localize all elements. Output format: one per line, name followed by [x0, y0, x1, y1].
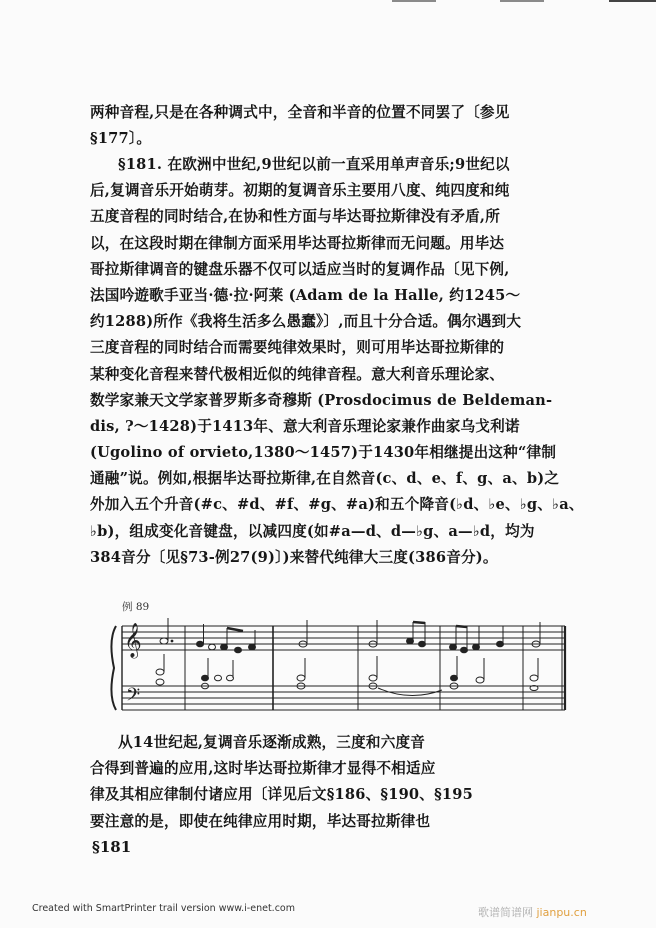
text-line: 五度音程的同时结合,在协和性方面与毕达哥拉斯律没有矛盾,所 — [90, 208, 500, 226]
music-score-example — [100, 610, 580, 725]
text-line: 外加入五个升音(#c、#d、#f、#g、#a)和五个降音(♭d、♭e、♭g、♭a、 — [90, 496, 584, 514]
watermark-smartprinter: Created with SmartPrinter trail version www.i-enet.com — [32, 903, 295, 914]
section-heading-line: §181. 在欧洲中世纪,9世纪以前一直采用单声音乐;9世纪以 — [118, 156, 510, 173]
paragraph-after-example — [90, 730, 502, 835]
scan-edge-mark — [500, 0, 544, 2]
running-footer-section: §181 — [92, 838, 132, 856]
text-line: 后,复调音乐开始萌芽。初期的复调音乐主要用八度、纯四度和纯 — [90, 182, 510, 200]
text-line: 三度音程的同时结合而需要纯律效果时，则可用毕达哥拉斯律的 — [90, 339, 505, 357]
text-line: 律及其相应律制付诸应用〔详见后文§186、§190、§195 — [90, 786, 473, 804]
example-label: 例 89 — [122, 601, 150, 613]
text-line: 哥拉斯律调音的键盘乐器不仅可以适应当时的复调作品〔见下例, — [90, 260, 510, 278]
text-line: 以，在这段时期在律制方面采用毕达哥拉斯律而无问题。用毕达 — [90, 234, 505, 252]
watermark-jianpu-cn: 歌谱简谱网 — [478, 906, 533, 919]
text-line: 约1288)所作《我将生活多么愚蠢》〕,而且十分合适。偶尔遇到大 — [90, 313, 522, 331]
text-line: 数学家兼天文学家普罗斯多奇穆斯 (Prosdocimus de Beldeman- — [90, 391, 553, 409]
text-line: 要注意的是，即使在纯律应用时期，毕达哥拉斯律也 — [90, 812, 431, 830]
bass-clef-icon: 𝄢 — [126, 685, 141, 710]
text-line: §177〕。 — [90, 130, 152, 148]
paragraph-section-181 — [90, 152, 584, 571]
watermark-jianpu-latin: jianpu.cn — [536, 906, 587, 919]
scan-edge-mark — [392, 0, 436, 2]
text-line: (Ugolino of orvieto,1380～1457)于1430年相继提出这种“律制 — [90, 444, 557, 462]
text-line: 两种音程,只是在各种调式中，全音和半音的位置不同罢了〔参见 — [90, 104, 510, 121]
text-line: 合得到普遍的应用,这时毕达哥拉斯律才显得不相适应 — [90, 760, 436, 778]
scan-edge-mark — [609, 0, 656, 2]
text-line: 从14世纪起,复调音乐逐渐成熟，三度和六度音 — [118, 734, 426, 751]
text-line: 通融”说。例如,根据毕达哥拉斯律,在自然音(c、d、e、f、g、a、b)之 — [90, 470, 560, 488]
watermark-jianpu — [478, 904, 587, 920]
text-line: 某种变化音程来替代极相近似的纯律音程。意大利音乐理论家、 — [90, 365, 505, 383]
treble-clef-icon: 𝄞 — [124, 623, 142, 658]
text-line: dis, ?～1428)于1413年、意大利音乐理论家兼作曲家乌戈利诺 — [90, 417, 520, 435]
paragraph-continuation — [90, 100, 576, 152]
text-line: 384音分〔见§73-例27(9)〕)来替代纯律大三度(386音分)。 — [90, 548, 498, 566]
text-line: 法国吟遊歌手亚当·德·拉·阿莱 (Adam de la Halle, 约1245～ — [90, 286, 521, 304]
text-line: ♭b)，组成变化音键盘，以减四度(如#a—d、d—♭g、a—♭d，均为 — [90, 522, 535, 540]
